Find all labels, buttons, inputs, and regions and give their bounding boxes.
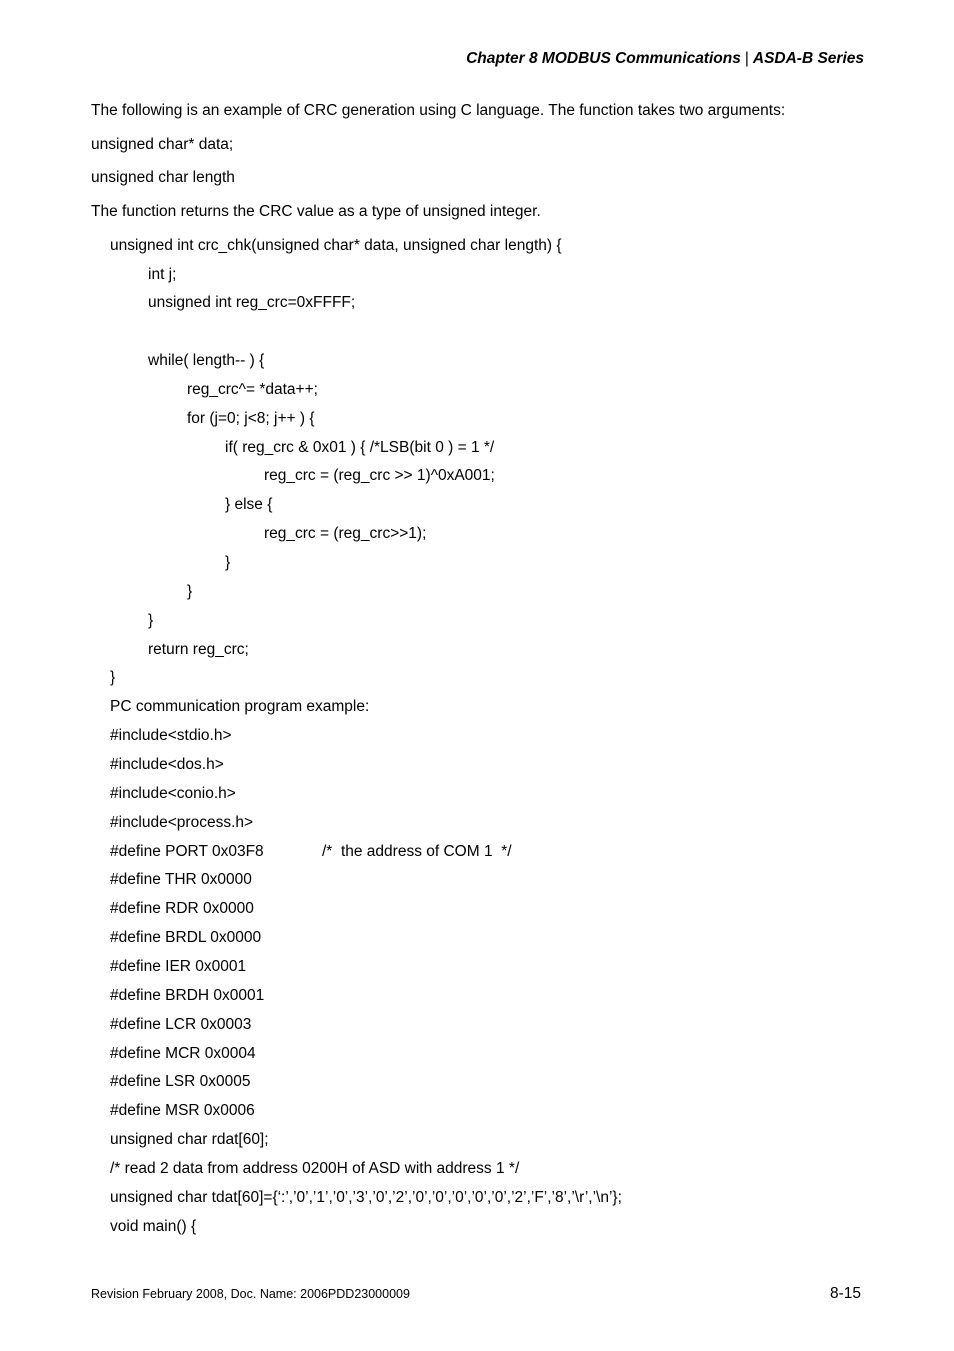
code-line: } else { <box>225 496 273 513</box>
intro-line: unsigned char* data; <box>91 136 234 153</box>
code-line: #include<stdio.h> <box>110 727 232 744</box>
code-line: #define RDR 0x0000 <box>110 900 254 917</box>
code-line: #include<process.h> <box>110 814 254 831</box>
code-line: #define MSR 0x0006 <box>110 1102 255 1119</box>
code-line: return reg_crc; <box>148 641 249 658</box>
code-line: #define LCR 0x0003 <box>110 1016 252 1033</box>
code-line: unsigned int reg_crc=0xFFFF; <box>148 294 356 311</box>
code-comment: /* the address of COM 1 */ <box>322 843 512 860</box>
code-line: #define MCR 0x0004 <box>110 1045 256 1062</box>
code-line: if( reg_crc & 0x01 ) { /*LSB(bit 0 ) = 1 */ <box>225 439 495 456</box>
code-line: reg_crc = (reg_crc>>1); <box>264 525 427 542</box>
code-line: int j; <box>148 266 177 283</box>
page-header <box>466 50 864 68</box>
code-line: #define THR 0x0000 <box>110 871 252 888</box>
code-line: for (j=0; j<8; j++ ) { <box>187 410 315 427</box>
header-separator: | <box>744 50 749 67</box>
intro-line: The function returns the CRC value as a type of unsigned integer. <box>91 203 541 220</box>
code-line: unsigned int crc_chk(unsigned char* data, unsigned char length) { <box>110 237 562 254</box>
code-line: } <box>110 669 116 686</box>
code-line: #define PORT 0x03F8 <box>110 843 264 860</box>
footer-revision: Revision February 2008, Doc. Name: 2006PDD23000009 <box>91 1287 410 1301</box>
code-line: #define BRDL 0x0000 <box>110 929 262 946</box>
code-line: #define LSR 0x0005 <box>110 1073 251 1090</box>
code-line: /* read 2 data from address 0200H of ASD with address 1 */ <box>110 1160 520 1177</box>
code-line: reg_crc^= *data++; <box>187 381 318 398</box>
intro-line: The following is an example of CRC generation using C language. The function takes two arguments: <box>91 102 786 119</box>
code-line: } <box>148 612 154 629</box>
code-line: #include<dos.h> <box>110 756 224 773</box>
series-name: ASDA-B Series <box>752 50 864 67</box>
code-line: } <box>225 554 231 571</box>
code-line: } <box>187 583 193 600</box>
code-line: #define IER 0x0001 <box>110 958 247 975</box>
code-line: void main() { <box>110 1218 197 1235</box>
code-line: unsigned char rdat[60]; <box>110 1131 269 1148</box>
chapter-title: Chapter 8 MODBUS Communications <box>466 50 741 67</box>
pc-program-title: PC communication program example: <box>110 698 370 715</box>
code-line: reg_crc = (reg_crc >> 1)^0xA001; <box>264 467 495 484</box>
code-line: while( length-- ) { <box>148 352 265 369</box>
page-number: 8-15 <box>830 1285 862 1302</box>
code-line: unsigned char tdat[60]={‘:’,’0’,’1’,’0’,’3’,’0’,’2’,’0’,’0’,’0’,’0’,’0’,’2’,’F’,’8’,’\r’,’\n’}; <box>110 1189 622 1206</box>
code-line: #include<conio.h> <box>110 785 236 802</box>
intro-line: unsigned char length <box>91 169 235 186</box>
code-line: #define BRDH 0x0001 <box>110 987 265 1004</box>
